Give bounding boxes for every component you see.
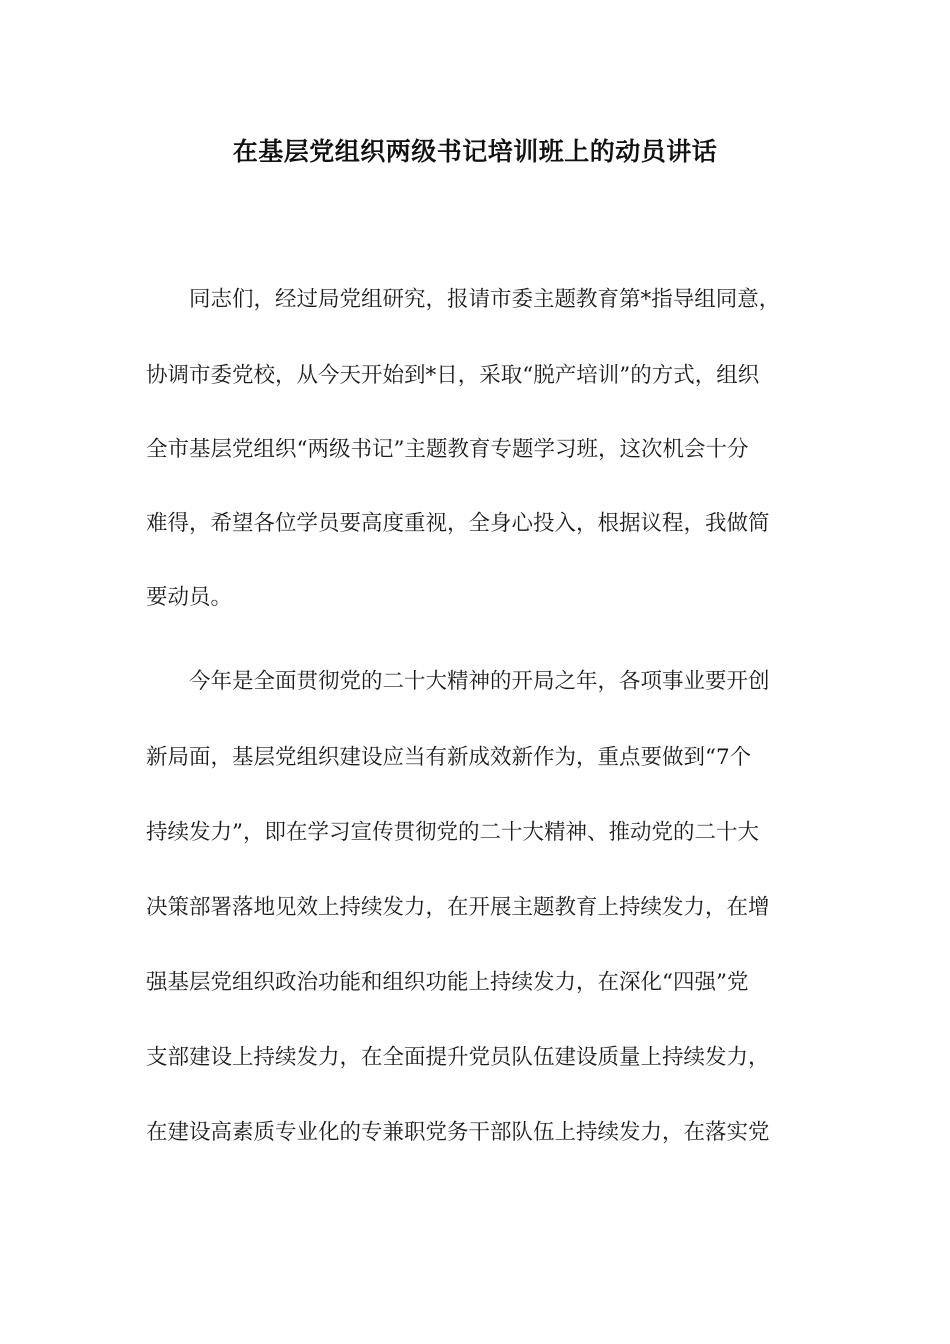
- paragraph-line: 全市基层党组织“两级书记”主题教育专题学习班，这次机会十分: [146, 437, 749, 462]
- paragraph-line: 今年是全面贯彻党的二十大精神的开局之年，各项事业要开创: [189, 669, 770, 694]
- paragraph-line: 新局面，基层党组织建设应当有新成效新作为，重点要做到“7个: [146, 745, 752, 770]
- paragraph-line: 支部建设上持续发力，在全面提升党员队伍建设质量上持续发力，: [146, 1045, 770, 1070]
- paragraph-line: 强基层党组织政治功能和组织功能上持续发力，在深化“四强”党: [146, 970, 749, 995]
- paragraph-line: 持续发力”，即在学习宣传贯彻党的二十大精神、推动党的二十大: [146, 820, 759, 845]
- document-title: 在基层党组织两级书记培训班上的动员讲话: [232, 137, 718, 166]
- paragraph-line: 要动员。: [146, 585, 233, 610]
- paragraph-line: 难得，希望各位学员要高度重视，全身心投入，根据议程，我做简: [146, 511, 770, 536]
- paragraph-line: 协调市委党校，从今天开始到*日，采取“脱产培训”的方式，组织: [146, 363, 760, 388]
- paragraph-line: 同志们，经过局党组研究，报请市委主题教育第*指导组同意，: [189, 287, 781, 312]
- paragraph-line: 决策部署落地见效上持续发力，在开展主题教育上持续发力，在增: [146, 895, 770, 920]
- paragraph-line: 在建设高素质专业化的专兼职党务干部队伍上持续发力，在落实党: [146, 1120, 770, 1145]
